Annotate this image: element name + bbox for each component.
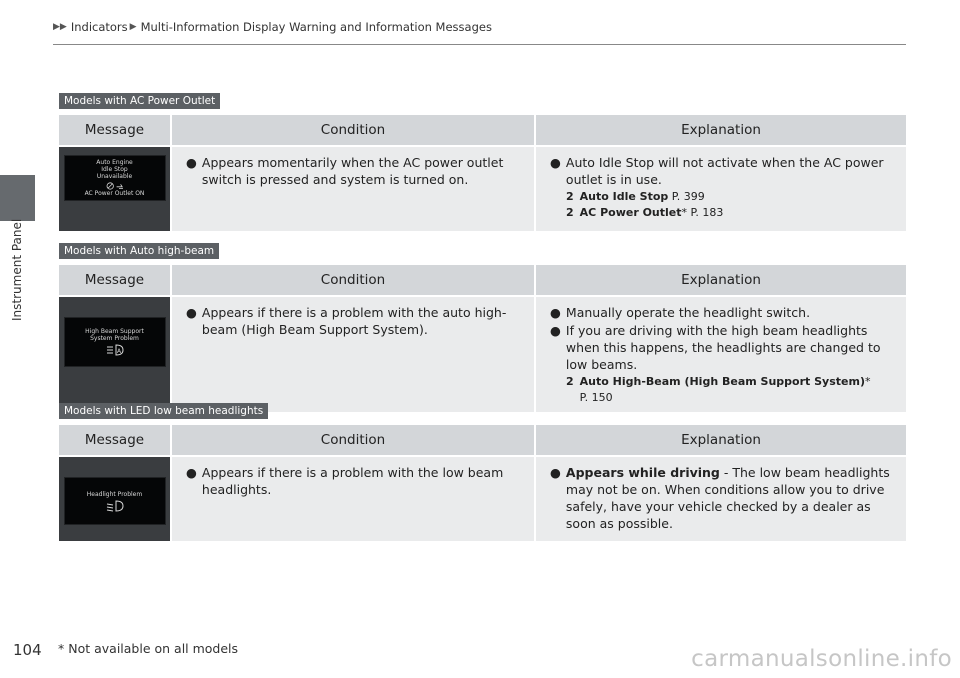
header-explanation: Explanation [536, 425, 906, 455]
breadcrumb-arrow-icon: ▶▶ [53, 22, 67, 32]
display-text: Auto Engine [96, 159, 133, 166]
reference-arrow-icon: 2 [566, 190, 574, 203]
high-beam-auto-icon [106, 344, 124, 356]
reference-page: P. 399 [668, 190, 705, 203]
header-condition: Condition [172, 265, 536, 295]
condition-cell: ● Appears if there is a problem with the low beam headlights. [172, 455, 536, 541]
breadcrumb-part-1[interactable]: Indicators [70, 20, 128, 34]
explanation-text: Auto Idle Stop will not activate when the AC power outlet is in use. [565, 155, 884, 187]
breadcrumb-part-2[interactable]: Multi-Information Display Warning and Information Messages [140, 20, 492, 34]
section-tag-ac-outlet: Models with AC Power Outlet [59, 93, 220, 109]
header-message: Message [59, 425, 172, 455]
reference-title: Auto Idle Stop [579, 190, 669, 203]
explanation-lead: Appears while driving [565, 465, 720, 480]
condition-cell: ● Appears momentarily when the AC power outlet switch is pressed and system is turned on. [172, 145, 536, 231]
chapter-label: Instrument Panel [10, 218, 24, 322]
display-text: Idle Stop [101, 166, 128, 173]
section-tag-led-low-beam: Models with LED low beam headlights [59, 403, 268, 419]
display-text: Headlight Problem [86, 490, 143, 498]
condition-text: Appears if there is a problem with the auto high-beam (High Beam Support System). [201, 305, 507, 337]
explanation-cell: ● Auto Idle Stop will not activate when the AC power outlet is in use. 2 Auto Idle Stop P. 399 2 AC Power Outlet* P. 183 [536, 145, 906, 231]
header-message: Message [59, 265, 172, 295]
display-text: High Beam Support [85, 328, 144, 335]
reference-title: AC Power Outlet [579, 206, 682, 219]
reference-footnote-mark: * [864, 375, 871, 388]
display-text: AC Power Outlet ON [84, 190, 145, 197]
reference-arrow-icon: 2 [566, 206, 574, 219]
header-divider [53, 44, 906, 45]
condition-cell: ● Appears if there is a problem with the auto high-beam (High Beam Support System). [172, 295, 536, 412]
message-display-image [59, 295, 172, 412]
header-explanation: Explanation [536, 265, 906, 295]
page-number: 104 [13, 641, 42, 659]
cross-reference[interactable] [566, 189, 898, 205]
section-tag-auto-high-beam: Models with Auto high-beam [59, 243, 219, 259]
message-table-led-low-beam [59, 425, 906, 541]
message-display-image [59, 145, 172, 231]
reference-page: P. 150 [579, 391, 613, 404]
message-table-ac-outlet [59, 115, 906, 231]
idle-stop-off-icon [102, 182, 128, 190]
explanation-text: - The low beam headlights may not be on. When conditions allow you to drive safely, have your vehicle checked by a dealer as soon as possible. [565, 465, 890, 531]
explanation-text: If you are driving with the high beam headlights when this happens, the headlights are changed to low beams. [565, 323, 881, 372]
breadcrumb-arrow-icon: ▶ [129, 22, 137, 32]
header-explanation: Explanation [536, 115, 906, 145]
display-text: System Problem [90, 335, 139, 342]
message-table-auto-high-beam [59, 265, 906, 412]
reference-page: * P. 183 [681, 206, 724, 219]
header-condition: Condition [172, 115, 536, 145]
explanation-cell: ● Manually operate the headlight switch. ● If you are driving with the high beam headlights when this happens, the headlights are changed to low beams. 2 Auto High-Beam (High Beam Support System)* P. 150 [536, 295, 906, 412]
breadcrumb [53, 20, 492, 34]
low-beam-icon [106, 500, 124, 512]
reference-title: Auto High-Beam (High Beam Support System) [579, 375, 865, 388]
footnote: * Not available on all models [58, 641, 239, 656]
watermark: carmanualsonline.info [691, 646, 952, 672]
explanation-cell: ● Appears while driving - The low beam headlights may not be on. When conditions allow you to drive safely, have your vehicle checked by a dealer as soon as possible. [536, 455, 906, 541]
cross-reference[interactable] [566, 205, 898, 221]
display-text: Unavailable [96, 173, 133, 180]
svg-text:A: A [116, 348, 121, 355]
condition-text: Appears if there is a problem with the low beam headlights. [201, 465, 504, 497]
explanation-text: Manually operate the headlight switch. [565, 305, 811, 320]
reference-arrow-icon: 2 [566, 375, 574, 388]
message-display-image [59, 455, 172, 541]
header-message: Message [59, 115, 172, 145]
condition-text: Appears momentarily when the AC power outlet switch is pressed and system is turned on. [201, 155, 504, 187]
header-condition: Condition [172, 425, 536, 455]
cross-reference[interactable] [566, 374, 898, 406]
